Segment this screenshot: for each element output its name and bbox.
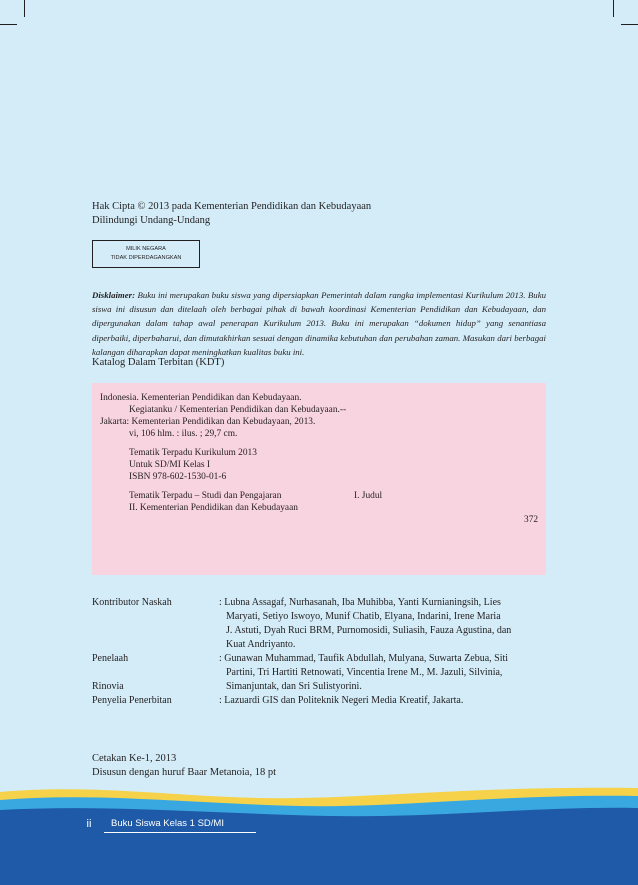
crop-mark-top-left-v — [24, 0, 25, 17]
footer-book-title: Buku Siswa Kelas 1 SD/MI — [111, 818, 224, 829]
credit-label: Penyelia Penerbitan — [92, 695, 172, 706]
disclaimer-label: Disklaimer: — [92, 290, 136, 300]
kdt-line-2: Kegiatanku / Kementerian Pendidikan dan Kebudayaan.-- — [129, 405, 347, 415]
credits-section — [92, 596, 552, 708]
credit-value: : Lazuardi GIS dan Politeknik Negeri Media Kreatif, Jakarta. — [219, 695, 464, 706]
kdt-heading: Katalog Dalam Terbitan (KDT) — [92, 357, 225, 368]
credit-value: : Gunawan Muhammad, Taufik Abdullah, Mulyana, Suwarta Zebua, Siti — [219, 653, 509, 664]
credit-row-rinovia — [92, 680, 552, 694]
page-number-tab: ii — [75, 812, 103, 838]
kdt-line-6: Untuk SD/MI Kelas I — [129, 460, 210, 470]
kdt-line-9: II. Kementerian Pendidikan dan Kebudayaan — [129, 503, 298, 513]
copyright-notice — [92, 200, 371, 228]
copyright-line: Hak Cipta © 2013 pada Kementerian Pendidikan dan Kebudayaan — [92, 201, 372, 212]
credit-value: Partini, Tri Hartiti Retnowati, Vincentia Irene M., M. Jazuli, Silvinia, — [226, 667, 503, 678]
credit-row-cont — [92, 638, 552, 652]
crop-mark-top-right-h — [621, 24, 638, 25]
credit-row-kontributor — [92, 596, 552, 610]
credit-row-cont — [92, 624, 552, 638]
credit-value: Simanjuntak, dan Sri Sulistyorini. — [226, 681, 362, 692]
protection-line: Dilindungi Undang-Undang — [92, 215, 211, 226]
credit-row-penelaah — [92, 652, 552, 666]
credit-label: Kontributor Naskah — [92, 597, 172, 608]
credit-row-cont — [92, 610, 552, 624]
kdt-classification: 372 — [524, 515, 539, 525]
kdt-line-5: Tematik Terpadu Kurikulum 2013 — [129, 448, 257, 458]
stamp-line-1: MILIK NEGARA — [126, 246, 166, 252]
crop-mark-top-left-h — [0, 24, 17, 25]
font-line: Disusun dengan huruf Baar Metanoia, 18 pt — [92, 767, 277, 778]
kdt-line-8: Tematik Terpadu – Studi dan Pengajaran — [129, 491, 282, 501]
kdt-box — [92, 383, 546, 575]
kdt-line-8b: I. Judul — [354, 491, 383, 501]
printing-info — [92, 752, 276, 780]
disclaimer-text: Buku ini merupakan buku siswa yang dipersiapkan Pemerintah dalam rangka implementasi Kurikulum 2013. Buku siswa ini disusun dan ditelaah oleh berbagai pihak di bawah koordinasi Kementerian Pendidikan dan Kebudayaan, dan dipergunakan dalam tahap awal penerapan Kurikulum 2013. Buku ini merupakan “dokumen hidup” yang senantiasa diperbaiki, diperbaharui, dan dimutakhirkan sesuai dengan dinamika kebutuhan dan perubahan zaman. Masukan dari berbagai kalangan diharapkan dapat meningkatkan kualitas buku ini. — [92, 290, 546, 357]
credit-label: Rinovia — [92, 681, 124, 692]
edition-line: Cetakan Ke-1, 2013 — [92, 753, 177, 764]
credit-value: J. Astuti, Dyah Ruci BRM, Purnomosidi, Suliasih, Fauza Agustina, dan — [226, 625, 512, 636]
credit-value: Maryati, Setiyo Iswoyo, Munif Chatib, Elyana, Indarini, Irene Maria — [226, 611, 501, 622]
credit-label: Penelaah — [92, 653, 129, 664]
kdt-isbn: ISBN 978-602-1530-01-6 — [129, 472, 227, 482]
kdt-line-4: vi, 106 hlm. : ilus. ; 29,7 cm. — [129, 429, 238, 439]
credit-value: : Lubna Assagaf, Nurhasanah, Iba Muhibba, Yanti Kurnianingsih, Lies — [219, 597, 501, 608]
footer-underline — [104, 832, 256, 833]
disclaimer-paragraph — [92, 288, 546, 359]
credit-row-cont — [92, 666, 552, 680]
credit-row-penyelia — [92, 694, 552, 708]
crop-mark-top-right-v — [613, 0, 614, 17]
kdt-line-3: Jakarta: Kementerian Pendidikan dan Kebudayaan, 2013. — [100, 417, 316, 427]
credit-value: Kuat Andriyanto. — [226, 639, 296, 650]
not-for-sale-stamp — [92, 240, 200, 268]
kdt-line-1: Indonesia. Kementerian Pendidikan dan Kebudayaan. — [100, 393, 302, 403]
stamp-line-2: TIDAK DIPERDAGANGKAN — [110, 255, 182, 261]
